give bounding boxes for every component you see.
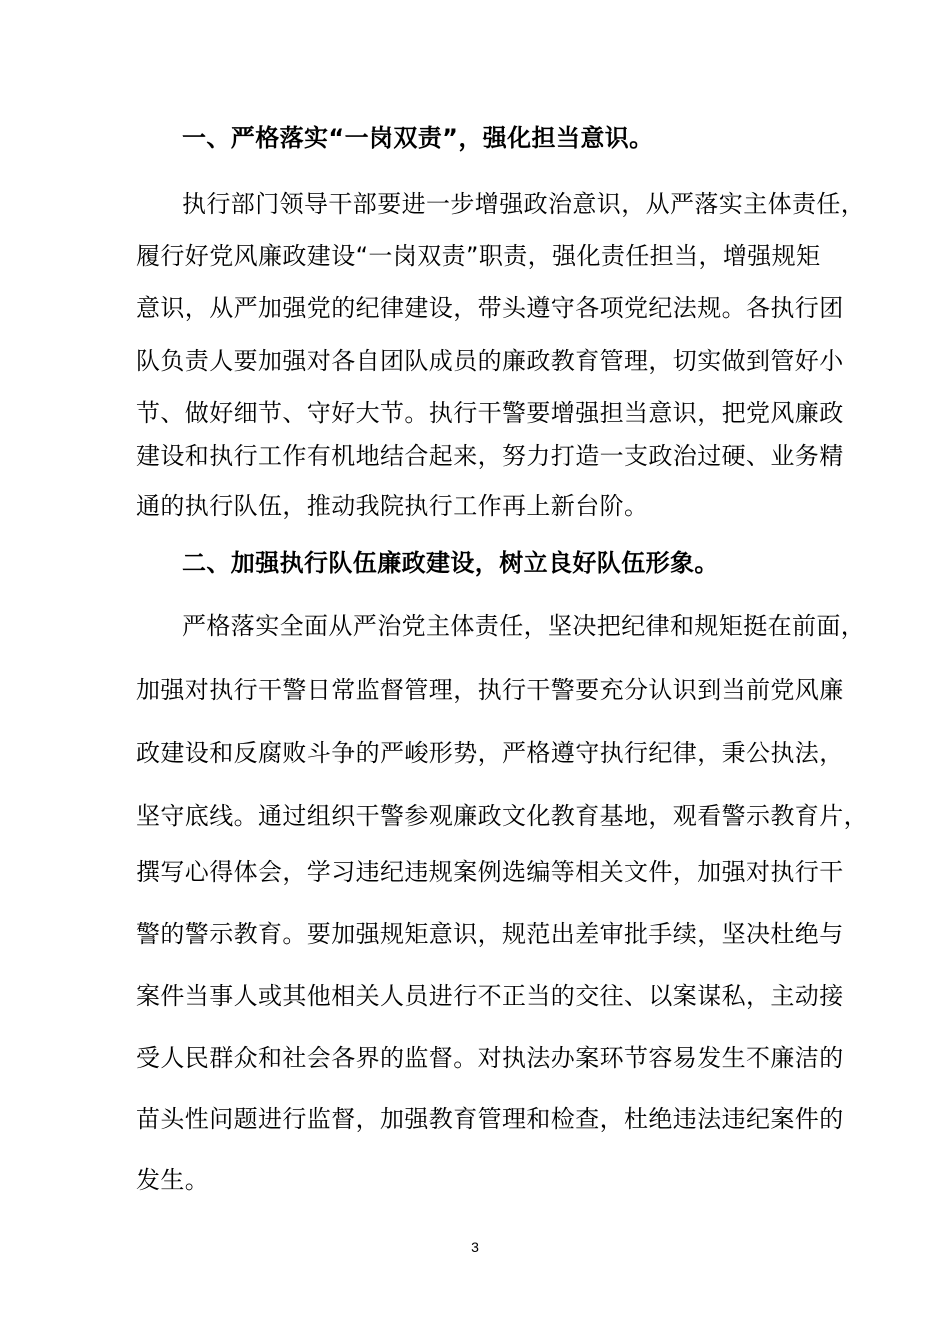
page-number: 3 — [471, 1239, 479, 1255]
paragraph-line: 警的警示教育。要加强规矩意识，规范出差审批手续，坚决杜绝与 — [136, 920, 844, 948]
paragraph-line: 发生。 — [136, 1166, 210, 1194]
section-1-heading: 一、严格落实“一岗双责”，强化担当意识。 — [182, 124, 654, 152]
paragraph-line: 节、做好细节、守好大节。执行干警要增强担当意识，把党风廉政 — [136, 399, 844, 427]
paragraph-line: 执行部门领导干部要进一步增强政治意识，从严落实主体责任， — [182, 190, 866, 218]
paragraph-line: 案件当事人或其他相关人员进行不正当的交往、以案谋私，主动接 — [136, 982, 844, 1010]
paragraph-line: 通的执行队伍，推动我院执行工作再上新台阶。 — [136, 492, 649, 520]
paragraph-line: 履行好党风廉政建设“一岗双责”职责，强化责任担当，增强规矩 — [136, 242, 821, 270]
paragraph-line: 意识，从严加强党的纪律建设，带头遵守各项党纪法规。各执行团 — [136, 294, 844, 322]
paragraph-line: 加强对执行干警日常监督管理，执行干警要充分认识到当前党风廉 — [136, 676, 844, 704]
paragraph-line: 撰写心得体会，学习违纪违规案例选编等相关文件，加强对执行干 — [136, 858, 844, 886]
paragraph-line: 坚守底线。通过组织干警参观廉政文化教育基地，观看警示教育片， — [136, 802, 868, 830]
paragraph-line: 苗头性问题进行监督，加强教育管理和检查，杜绝违法违纪案件的 — [136, 1105, 844, 1133]
paragraph-line: 受人民群众和社会各界的监督。对执法办案环节容易发生不廉洁的 — [136, 1044, 844, 1072]
paragraph-line: 政建设和反腐败斗争的严峻形势，严格遵守执行纪律，秉公执法， — [136, 739, 844, 767]
paragraph-line: 严格落实全面从严治党主体责任，坚决把纪律和规矩挺在前面， — [182, 612, 866, 640]
paragraph-line: 建设和执行工作有机地结合起来，努力打造一支政治过硬、业务精 — [136, 442, 844, 470]
section-2-heading: 二、加强执行队伍廉政建设，树立良好队伍形象。 — [182, 549, 719, 577]
paragraph-line: 队负责人要加强对各自团队成员的廉政教育管理，切实做到管好小 — [136, 347, 844, 375]
